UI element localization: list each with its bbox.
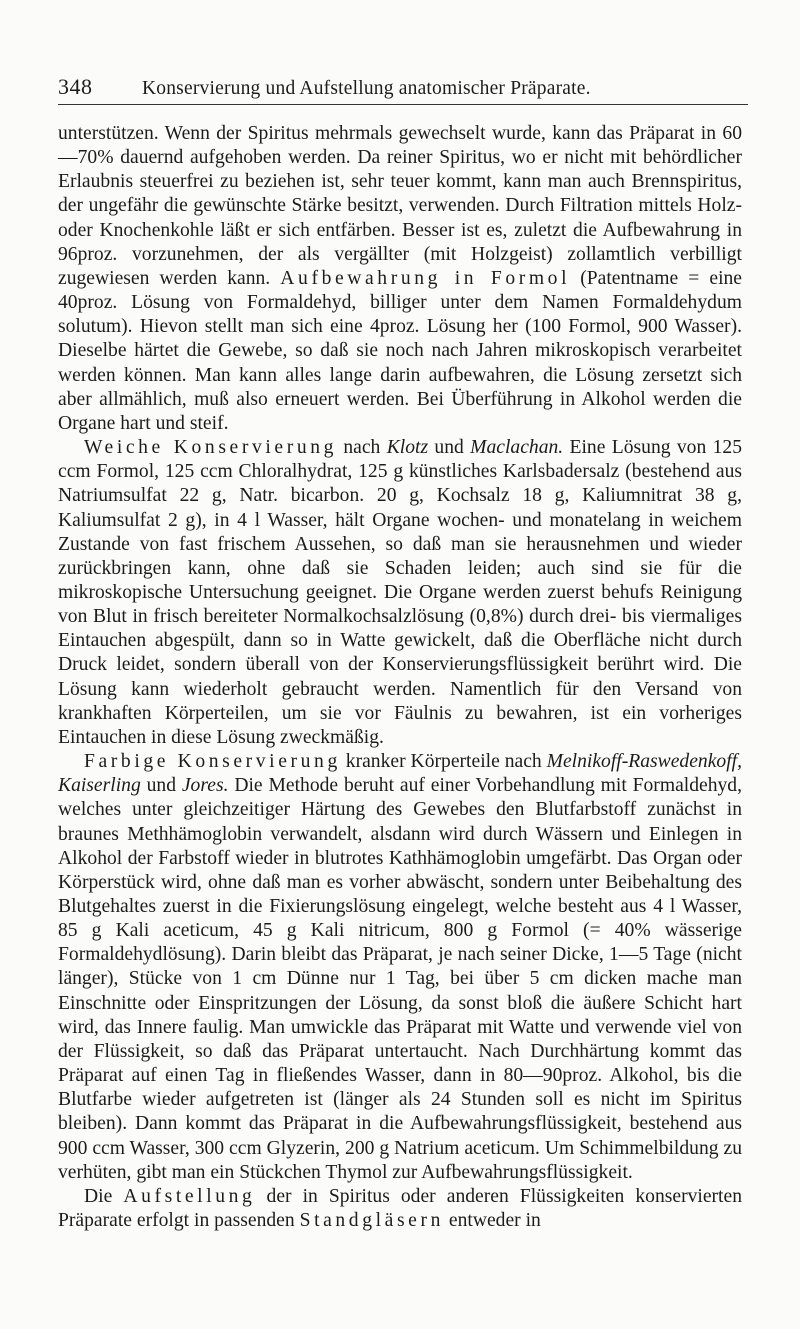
running-title: Konservierung und Aufstellung anatomischer Präparate. <box>142 78 591 99</box>
spaced-heading: Aufbewahrung in Formol <box>280 267 571 289</box>
spaced-heading: Farbige Konservierung <box>84 751 341 773</box>
paragraph-text: Eine Lösung von 125 ccm Formol, 125 ccm Chloralhydrat, 125 g künstliches Karlsbadersalz (bestehend aus Natriumsulfat 22 g, Natr. bicarbon. 20 g, Kochsalz 18 g, Kaliumnitrat 38 g, Kaliumsulfat 2 g), in 4 l Wasser, hält Organe wochen- und monatelang in weichem Zustande von fast frischem Aussehen, so daß man sie herausnehmen und wieder zurückbringen kann, ohne daß sie Schaden leiden; auch sind sie für die mikroskopische Untersuchung geeignet. Die Organe werden zuerst behufs Reinigung von Blut in frisch bereiteter Normalkochsalzlösung (0,8%) durch drei- bis viermaliges Eintauchen abgespült, dann so in Watte gewickelt, daß die Oberfläche nicht durch Druck leidet, sondern überall von der Konservierungsflüssigkeit berührt wird. Die Lösung kann wiederholt gebraucht werden. Namentlich für den Versand von krankhaften Körperteilen, um sie vor Fäulnis zu bewahren, ist ein vorheriges Eintauchen in diese Lösung zweckmäßig. <box>58 437 742 748</box>
author-name: Jores. <box>181 775 229 797</box>
paragraph-text: Die <box>84 1185 124 1207</box>
paragraph-3 <box>58 750 742 1185</box>
author-name: Klotz <box>386 437 429 459</box>
paragraph-text: unterstützen. Wenn der Spiritus mehrmals gewechselt wurde, kann das Präparat in 60—70% dauernd aufgehoben werden. Da reiner Spiritus, wo er nicht mit behördlicher Erlaubnis steuerfrei zu beziehen ist, sehr teuer kommt, kann man auch Brennspiritus, der ungefähr die gewünschte Stärke besitzt, verwenden. Durch Filtration mittels Holz- oder Knochenkohle läßt er sich entfärben. Besser ist es, zuletzt die Aufbewahrung in 96proz. vorzunehmen, der als vergällter (mit Holzgeist) zollamtlich verbilligt zugewiesen werden kann. <box>58 123 742 289</box>
paragraph-text: entweder in <box>444 1210 541 1232</box>
spaced-heading: Standgläsern <box>299 1210 444 1232</box>
spaced-heading: Weiche Konservierung <box>84 437 338 459</box>
paragraph-text: der in Spiritus oder anderen Flüssigkeiten konservierten Präparate erfolgt in passenden <box>58 1185 742 1232</box>
paragraph-text: Die Methode beruht auf einer Vorbehandlung mit Formaldehyd, welches unter gleichzeitiger Härtung des Gewebes den Blutfarbstoff zunächst in braunes Methhämoglobin verwandelt, alsdann wird durch Wässern und Einlegen in Alkohol der Farbstoff wieder in blutrotes Kathhämoglobin umgefärbt. Das Organ oder Körperstück wird, ohne daß man es vorher abwäscht, sondern unter Beibehaltung des Blutgehaltes zuerst in die Fixierungslösung eingelegt, welche besteht aus 4 l Wasser, 85 g Kali aceticum, 45 g Kali nitricum, 800 g Formol (= 40% wässerige Formaldehydlösung). Darin bleibt das Präparat, je nach seiner Dicke, 1—5 Tage (nicht länger), Stücke von 1 cm Dünne nur 1 Tag, bei über 5 cm dicken mache man Einschnitte oder Einspritzungen der Lösung, da sonst bloß die äußere Schicht hart wird, das Innere faulig. Man umwickle das Präparat mit Watte und verwende viel von der Flüssigkeit, so daß das Präparat untertaucht. Nach Durchhärtung kommt das Präparat auf einen Tag in fließendes Wasser, dann in 80—90proz. Alkohol, bis die Blutfarbe wieder aufgetreten ist (länger als 24 Stunden soll es nicht im Spiritus bleiben). Dann kommt das Präparat in die Aufbewahrungsflüssigkeit, bestehend aus 900 ccm Wasser, 300 ccm Glyzerin, 200 g Natrium aceticum. Um Schimmelbildung zu verhüten, gibt man ein Stückchen Thymol zur Aufbewahrungsflüssigkeit. <box>58 775 742 1183</box>
paragraph-text: und <box>428 437 471 459</box>
paragraph-text: kranker Körperteile nach <box>340 751 547 773</box>
paragraph-text: (Patentname = eine 40proz. Lösung von Formaldehyd, billiger unter dem Namen Formaldehydum solutum). Hievon stellt man sich eine 4proz. Lösung her (100 Formol, 900 Wasser). Dieselbe härtet die Gewebe, so daß sie noch nach Jahren mikroskopisch verarbeitet werden können. Man kann alles lange darin aufbewahren, die Lösung zersetzt sich aber allmählich, muß also erneuert werden. Bei Überführung in Alkohol werden die Organe hart und steif. <box>58 267 743 434</box>
spaced-heading: Aufstellung <box>123 1185 256 1207</box>
page-number: 348 <box>58 74 93 99</box>
author-name: Maclachan. <box>470 437 564 459</box>
paragraph-text: nach <box>337 437 387 459</box>
paragraph-4 <box>58 1185 742 1233</box>
page-header <box>58 74 748 105</box>
author-name: Melnikoff-Raswedenkoff, Kaiserling <box>58 751 742 797</box>
paragraph-1 <box>58 122 742 436</box>
paragraph-2 <box>58 436 742 750</box>
body-text <box>58 122 742 1233</box>
paragraph-text: und <box>140 775 182 797</box>
